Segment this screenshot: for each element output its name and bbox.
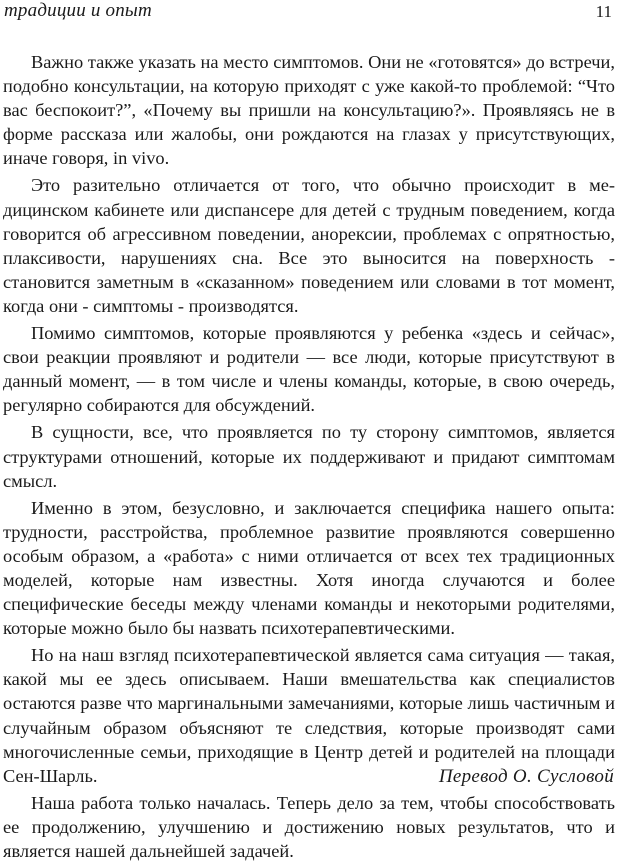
paragraph-5: Именно в этом, безусловно, и заключается специфика нашего опыта: трудности, расстройства, проблемное развитие проявляются совершенно особым образом, а «работа» с ними отличается от всех тех традиционных моделей, которые нам известны. Хотя иногда случаются и более специфические беседы между членами команды и некоторыми родителями, которые можно было бы назвать психотерапевтическими. xyxy=(3,497,615,639)
running-title: традиции и опыт xyxy=(4,0,152,21)
paragraph-7: Наша работа только началась. Теперь дело за тем, чтобы способствовать ее продолжению, улучшению и достижению новых результатов, что и является нашей дальнейшей задачей. xyxy=(3,792,615,861)
translator-credit: Перевод О. Сусловой xyxy=(438,766,614,787)
paragraph-6: Но на наш взгляд психотерапевтической является сама ситуация — такая, какой мы ее здесь описываем. Наши вмешательства как специалистов остаются разве что маргинальными замечаниями, которые лишь частичным и случайным образом объясняют те следствия, которые производят сами многочисленные семьи, приходящие в Центр детей и родителей на площади Сен-Шарль. xyxy=(3,645,615,786)
paragraph-4: В сущности, все, что проявляется по ту сторону симптомов, является структурами отношений, которые их поддерживают и придают симптомам смысл. xyxy=(3,422,615,491)
body-text xyxy=(3,50,615,866)
page-number: 11 xyxy=(595,2,612,21)
paragraph-2: Это разительно отличается от того, что обычно происходит в медицинском кабинете или диспансере для детей с трудным поведением, когда говорится об агрессивном поведении, анорексии, проблемах с опрятностью, плаксивости, нарушениях сна. Все это выносится на поверхность - становится заметным в «сказанном» поведением или словами в тот момент, когда они - симптомы - производятся. xyxy=(3,175,615,316)
paragraph-3: Помимо симптомов, которые проявляются у ребенка «здесь и сейчас», свои реакции проявляют и родители — все люди, которые присутствуют в данный момент, — в том числе и члены команды, которые, в свою очередь, регулярно собираются для обсуждений. xyxy=(3,323,615,416)
paragraph-1: Важно также указать на место симптомов. Они не «готовятся» до встречи, подобно консультации, на которую приходят с уже какой-то проблемой: “Что вас беспокоит?”, «Почему вы пришли на консультацию?». Проявляясь не в форме рассказа или жалобы, они рождаются на глазах у присутствующих, иначе говоря, in vivo. xyxy=(3,52,615,169)
